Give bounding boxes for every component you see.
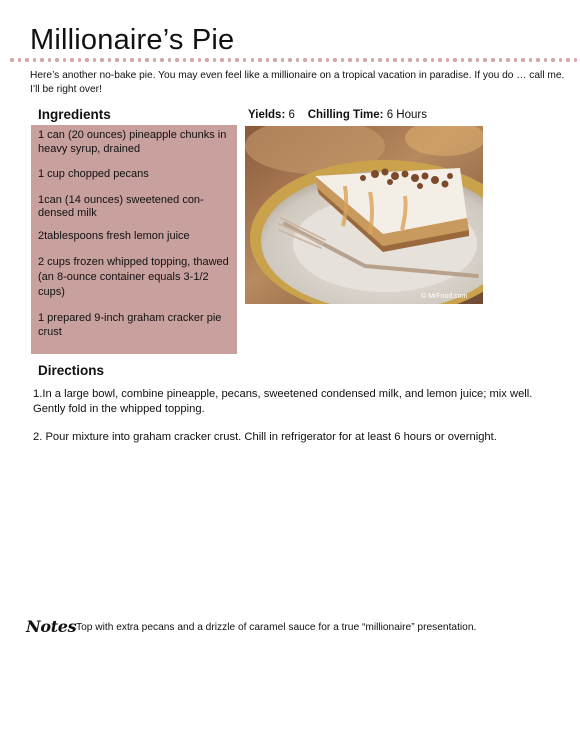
divider-dot	[243, 58, 247, 62]
divider-dot	[559, 58, 563, 62]
chill-value: 6 Hours	[386, 109, 427, 121]
intro-text: Here’s another no-bake pie. You may even feel like a millionaire on a tropical vacation in paradise. If you do … call me. I’ll be right over!	[30, 70, 565, 95]
divider-dot	[574, 58, 578, 62]
divider-dot	[476, 58, 480, 62]
divider-dot	[85, 58, 89, 62]
divider-dot	[18, 58, 22, 62]
pie-photo	[245, 126, 483, 304]
divider-dot	[348, 58, 352, 62]
divider-dot	[333, 58, 337, 62]
directions-heading: Directions	[38, 363, 105, 378]
ingredient-item: 1 can (20 ounces) pineapple chunks in heavy syrup, drained	[38, 129, 227, 155]
divider-dot	[363, 58, 367, 62]
divider-dot	[40, 58, 44, 62]
notes-text: Top with extra pecans and a drizzle of caramel sauce for a true “millionaire” presentation.	[76, 622, 477, 633]
divider-dot	[281, 58, 285, 62]
divider-dot	[551, 58, 555, 62]
divider-dot	[115, 58, 119, 62]
divider-dot	[446, 58, 450, 62]
divider-dot	[183, 58, 187, 62]
divider-dot	[491, 58, 495, 62]
direction-step: 1.In a large bowl, combine pineapple, pecans, sweetened condensed milk, and lemon juice; mix well. Gently fold in the whipped topping.	[33, 388, 533, 415]
divider-dot	[371, 58, 375, 62]
divider-dot	[356, 58, 360, 62]
yields-value: 6	[288, 109, 295, 121]
divider-dot	[566, 58, 570, 62]
notes-label: Notes	[26, 617, 77, 636]
divider-dot	[153, 58, 157, 62]
divider-dot	[198, 58, 202, 62]
yields-label: Yields	[248, 109, 282, 121]
divider-dot	[63, 58, 67, 62]
divider-dot	[168, 58, 172, 62]
divider-dot	[506, 58, 510, 62]
divider-dot	[25, 58, 29, 62]
ingredient-item: 1can (14 ounces) sweetened con-densed milk	[38, 193, 204, 219]
divider-dot	[78, 58, 82, 62]
divider-dot	[273, 58, 277, 62]
divider-dot	[266, 58, 270, 62]
divider-dot	[408, 58, 412, 62]
divider-dot	[10, 58, 14, 62]
divider-dot	[138, 58, 142, 62]
divider-dot	[529, 58, 533, 62]
divider-dot	[123, 58, 127, 62]
ingredients-box	[31, 125, 237, 354]
divider-dot	[401, 58, 405, 62]
divider-dot	[48, 58, 52, 62]
divider-dot	[130, 58, 134, 62]
divider-dot	[100, 58, 104, 62]
divider-dot	[514, 58, 518, 62]
divider-dot	[341, 58, 345, 62]
divider-dot	[228, 58, 232, 62]
divider-dot	[175, 58, 179, 62]
divider-dot	[213, 58, 217, 62]
divider-dot	[536, 58, 540, 62]
ingredient-item: 1 cup chopped pecans	[38, 168, 149, 180]
dotted-divider	[10, 58, 578, 64]
divider-dot	[311, 58, 315, 62]
divider-dot	[235, 58, 239, 62]
divider-dot	[303, 58, 307, 62]
divider-dot	[33, 58, 37, 62]
ingredient-item: 1 prepared 9-inch graham cracker pie crust	[38, 312, 222, 338]
divider-dot	[160, 58, 164, 62]
photo-watermark: © MrFood.com	[421, 293, 468, 300]
divider-dot	[521, 58, 525, 62]
divider-dot	[468, 58, 472, 62]
divider-dot	[499, 58, 503, 62]
divider-dot	[461, 58, 465, 62]
divider-dot	[423, 58, 427, 62]
divider-dot	[145, 58, 149, 62]
divider-dot	[220, 58, 224, 62]
divider-dot	[190, 58, 194, 62]
recipe-meta: Yields: 6 Chilling Time: 6 Hours	[248, 109, 427, 121]
ingredient-item: 2 cups frozen whipped topping, thawed (an 8-ounce container equals 3-1/2 cups)	[38, 256, 229, 298]
divider-dot	[55, 58, 59, 62]
divider-dot	[258, 58, 262, 62]
divider-dot	[326, 58, 330, 62]
divider-dot	[386, 58, 390, 62]
divider-dot	[416, 58, 420, 62]
direction-step: 2. Pour mixture into graham cracker crust. Chill in refrigerator for at least 6 hours or overnight.	[33, 431, 497, 443]
divider-dot	[431, 58, 435, 62]
page-title: Millionaire’s Pie	[30, 24, 235, 56]
divider-dot	[288, 58, 292, 62]
divider-dot	[205, 58, 209, 62]
ingredients-heading: Ingredients	[38, 107, 111, 122]
divider-dot	[70, 58, 74, 62]
divider-dot	[251, 58, 255, 62]
divider-dot	[483, 58, 487, 62]
chill-label: Chilling Time:	[307, 109, 384, 121]
divider-dot	[438, 58, 442, 62]
divider-dot	[93, 58, 97, 62]
divider-dot	[378, 58, 382, 62]
ingredient-item: 2tablespoons fresh lemon juice	[38, 229, 190, 242]
divider-dot	[544, 58, 548, 62]
divider-dot	[296, 58, 300, 62]
divider-dot	[393, 58, 397, 62]
divider-dot	[453, 58, 457, 62]
divider-dot	[318, 58, 322, 62]
divider-dot	[108, 58, 112, 62]
